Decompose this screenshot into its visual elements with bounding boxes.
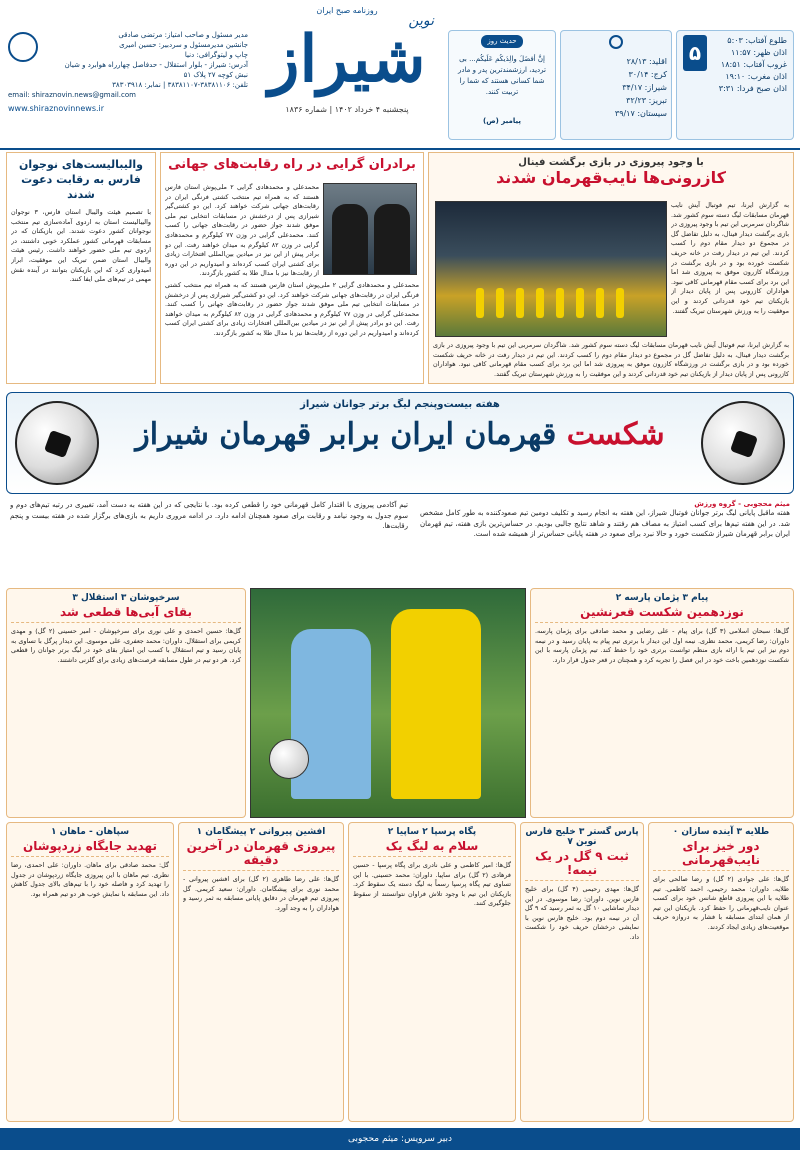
pub-line: آدرس: شیراز - بلوار استقلال - حدفاصل چهارراه هوابرد و شیان [64,61,248,69]
story-kazerun [428,152,794,384]
story-title: کازرونی‌ها نایب‌قهرمان شدند [496,168,726,187]
hadith-box [448,30,556,140]
pub-line: چاپ و لیتوگرافی: دنیا [184,51,248,59]
match-title: سلام به لیگ یک [353,839,511,857]
weather-box [560,30,672,140]
match-body: گل‌ها: حسین احمدی و علی نوری برای سرخپوشان - امیر حسینی (۲ گل) و مهدی کریمی برای استقلال. داوران: محمد جعفری، علی موسوی. این دیدار پرگل با تساوی به پایان رسید و تیم استقلال با کسب این امتیاز بقای خود در لیگ برتر جوانان را قطعی کرد. هر دو تیم در طول مسابقه فرصت‌های زیادی برای گلزنی داشتند. [11,627,241,664]
pub-line: جانشین مدیرمسئول و سردبیر: حسین امیری [119,41,248,49]
website-link[interactable]: www.shiraznovinnews.ir [8,104,105,113]
match-pars-gostar [520,822,644,1122]
match-title: تهدید جایگاه زردپوشان [11,839,169,857]
match-body: گل‌ها: علی رضا طاهری (۲ گل) برای افشین پیروانی - محمد نوری برای پیشگامان. داوران: سعید کریمی. گل پیروزی تیم قهرمان در دقایق پایانی مسابقه به ثمر رسید و هواداران را به وجد آورد. [183,875,339,912]
pub-email: email: shiraznovin.news@gmail.com [8,91,136,99]
match-talaye [648,822,794,1122]
logo-word: نوین [408,13,434,29]
match-score: سرخپوشان ۳ استقلال ۳ [72,593,180,603]
story-title: والیبالیست‌های نوجوان فارس به رقابت دعوت شدند [19,158,143,201]
pub-line: مدیر مسئول و صاحب امتیاز: مرتضی صادقی [118,31,248,39]
match-score: طلایه ۳ آینده سازان ۰ [672,827,770,837]
match-afshin [178,822,344,1122]
sunset-time: غروب آفتاب: ۱۸:۵۱ [720,60,787,69]
match-score: افشین پیروانی ۲ پیشگامان ۱ [196,827,326,837]
logo-tagline: روزنامه صبح ایران [316,6,378,15]
intro-text: تیم آکادمی پیروزی با اقتدار کامل قهرمانی خود را قطعی کرده بود. با نتایجی که در این هفته به دست آمد، تغییری در رتبه تیم‌های دوم و سوم جدول به وجود نیامد و رقابت برای صعود همچنان ادامه دارد. در ادامه مروری داریم به بازی‌های برگزار شده در هفته بیست و پنجم رقابت‌ها. [10,501,408,530]
match-payam [530,588,794,818]
sunrise-time: طلوع آفتاب: ۵:۰۳ [727,36,787,45]
masthead [0,0,800,150]
story-body-side: به گزارش ایرنا، تیم فوتبال آیش نایب قهرمان مسابقات لیگ دسته سوم کشور شد. شاگردان سرمربی این تیم با وجود پیروزی در بازی برگشت دیدار فینال، به دلیل تفاضل گل در مجموع دو دیدار مقام دوم را کسب کردند. این تیم در دیدار رفت در خانه حریف شکست خورده بود و در بازی برگشت در ورزشگاه کازرون موفق به پیروزی شد اما این برد برای کسب مقام قهرمانی کافی نبود. هواداران کازرونی پس از پایان دیدار از بازیکنان تیم خود قدردانی کردند و این موفقیت را به ورزش شهرستان تبریک گفتند. [671,201,789,315]
pub-line: نبش کوچه ۲۷ پلاک ۵۱ [183,71,248,79]
byline: میثم محجوبی - گروه ورزش [694,500,790,508]
match-title: دور خیز برای نایب‌قهرمانی [653,839,789,871]
date-number-icon: ۵ [683,35,707,71]
match-body: گل‌ها: سبحان اسلامی (۳ گل) برای پیام - علی رضایی و محمد صادقی برای پژمان پارسه. داوران: رضا کریمی، محمد نظری. نیمه اول این دیدار با برتری تیم پیام به پایان رسید و در نیمه دوم نیز این تیم با ارائه بازی منظم توانست برتری خود را حفظ کند. تیم پژمان پارسه با این شکست نوزدهمین باخت خود در این فصل را تجربه کرد و همچنان در قعر جدول قرار دارد. [535,627,789,664]
main-headline-banner [6,392,794,494]
players-photo [250,588,526,818]
match-body: گل‌ها: مهدی رحیمی (۴ گل) برای خلیج فارس نوین. داوران: رضا موسوی. در این دیدار تماشایی ۱۰ گل به ثمر رسید که ۹ گل آن در نیمه دوم بود. خلیج فارس نوین با نمایشی درخشان حریف خود را شکست داد. [525,885,639,941]
city-temp: شیراز: ۳۴/۱۷ [622,83,667,92]
match-body: گل: محمد صادقی برای ماهان. داوران: علی احمدی، رضا نظری. تیم ماهان با این پیروزی جایگاه زردپوشان در جدول را تهدید کرد و فاصله خود را با تیم‌های بالای جدول کاهش داد. این مسابقه با نمایش خوب هر دو تیم همراه بود. [11,861,169,898]
intro-text: هفته ماقبل پایانی لیگ برتر جوانان فوتبال شیراز، این هفته به انجام رسید و تکلیف دومین تیم صعودکننده به طور کامل مشخص شد. در این هفته تیم‌ها برای کسب امتیاز به مصاف هم رفتند و شاهد نتایج جالبی بودیم. در حساس‌ترین بازی هفته، تیم قهرمان ایران برابر قهرمان شیراز شکست خورد و حالا نبرد برای صعود در هفته پایانی حساس‌تر از همیشه شده است. [420,509,790,538]
story-kicker: با وجود پیروزی در بازی برگشت فینال [518,157,704,168]
match-score: سپاهان - ماهان ۱ [50,827,130,837]
pub-line: تلفن: ۳۸۳۸۱۱۰۶-۳۸۳۸۱۱۰۷ | نمابر: ۳۸۳۰۳۹۱۸ [112,81,248,89]
story-body: با تصمیم هیئت والیبال استان فارس، ۳ نوجوان والیبالیست استان به اردوی آماده‌سازی تیم منتخب نوجوانان کشور دعوت شدند. این بازیکنان که در مسابقات قهرمانی کشور عملکرد خوبی داشتند، در اردوی تیم ملی حضور خواهند داشت. رئیس هیئت والیبال استان ضمن تبریک این موفقیت، ابراز امیدواری کرد که این بازیکنان بتوانند در آینده نقش مهمی در تیم‌های ملی ایفا کنند. [11,208,151,284]
logo-name: شیراز [268,22,426,97]
match-title: ثبت ۹ گل در یک نیمه! [525,849,639,881]
publisher-info [8,30,248,140]
match-title: نوزدهمین شکست قعرنشین [535,605,789,623]
hadith-source: پیامبر (ص) [483,117,521,125]
match-score: پیام ۳ پژمان پارسه ۲ [615,593,709,603]
city-temp: تبریز: ۳۲/۲۳ [626,96,667,105]
match-sepahan [6,822,174,1122]
story-body: به گزارش ایرنا، تیم فوتبال آیش نایب قهرمان مسابقات لیگ دسته سوم کشور شد. شاگردان سرمربی این تیم با وجود پیروزی در بازی برگشت دیدار فینال، به دلیل تفاضل گل در مجموع دو دیدار مقام دوم را کسب کردند. این تیم در دیدار رفت در خانه حریف شکست خورده بود و در بازی برگشت در ورزشگاه کازرون موفق به پیروزی شد اما این برد برای کسب مقام قهرمانی کافی نبود. هواداران کازرونی پس از پایان دیدار از بازیکنان تیم خود قدردانی کردند و این موفقیت را به ورزش شهرستان تبریک گفتند. [433,341,789,378]
match-score: پگاه پرسپا ۲ ساپیا ۲ [387,827,477,837]
story-volleyball [6,152,156,384]
intro-right [416,496,794,584]
match-title: پیروزی قهرمان در آخرین دقیقه [183,839,339,871]
story-garaei-brothers [160,152,424,384]
city-temp: اقلید: ۲۸/۱۳ [626,57,667,66]
sun-cloud-icon [609,35,623,49]
headline-red-word: شکست [566,417,665,452]
seal-icon [8,32,38,62]
prayer-times-box [676,30,794,140]
city-temp: سیستان: ۳۹/۱۷ [614,109,667,118]
match-title: بقای آبی‌ها قطعی شد [11,605,241,623]
match-body: گل‌ها: علی جوادی (۲ گل) و رضا صالحی برای طلایه. داوران: محمد رحیمی، احمد کاظمی. تیم طلایه با این پیروزی قاطع شانس خود برای کسب عنوان نایب‌قهرمانی را حفظ کرد. بازیکنان این تیم از همان ابتدای مسابقه با فشار به دروازه حریف موقعیت‌های زیادی ایجاد کردند. [653,875,789,931]
footer-editor: دبیر سرویس: میثم محجوبی [0,1128,800,1150]
main-headline [7,417,793,452]
team-photo [435,201,667,337]
headline-rest: قهرمان ایران برابر قهرمان شیراز [135,417,567,452]
noon-time: اذان ظهر: ۱۱:۵۷ [730,48,787,57]
brothers-photo [323,183,417,275]
story-body-side: محمدعلی و محمدهادی گرایی ۲ ملی‌پوش استان فارس هستند که به همراه تیم منتخب کشتی فرنگی ایران در رقابت‌های جهانی شرکت خواهند کرد. این دو کشتی‌گیر شیرازی پس از درخشش در مسابقات انتخابی تیم ملی موفق شدند جواز حضور در رقابت‌های جهانی را کسب کنند. محمدعلی گرایی در وزن ۷۷ کیلوگرم و محمدهادی گرایی در وزن ۸۲ کیلوگرم به میدان خواهند رفت. این دو برادر پیش از این نیز در میادین بین‌المللی افتخارات زیادی برای کشتی ایران کسب کرده‌اند و امیدواریم در این دوره از رقابت‌ها نیز با مدال طلا به کشور بازگردند. [165,183,319,277]
intro-left [6,496,412,584]
story-body: محمدعلی و محمدهادی گرایی ۲ ملی‌پوش استان فارس هستند که به همراه تیم منتخب کشتی فرنگی ایران در رقابت‌های جهانی شرکت خواهند کرد. این دو کشتی‌گیر شیرازی پس از درخشش در مسابقات انتخابی تیم ملی موفق شدند جواز حضور در رقابت‌های جهانی را کسب کنند. محمدعلی گرایی در وزن ۷۷ کیلوگرم و محمدهادی گرایی در وزن ۸۲ کیلوگرم به میدان خواهند رفت. این دو برادر پیش از این نیز در میادین بین‌المللی افتخارات زیادی برای کشتی ایران کسب کرده‌اند و امیدواریم در این دوره از رقابت‌ها نیز با مدال طلا به کشور بازگردند. [165,281,419,337]
newspaper-logo [252,6,442,146]
headline-kicker: هفته بیست‌وپنجم لیگ برتر جوانان شیراز [300,399,500,410]
story-title: برادران گرایی در راه رقابت‌های جهانی [168,157,416,172]
issue-date: پنجشنبه ۴ خرداد ۱۴۰۲ | شماره ۱۸۳۶ [285,105,409,114]
match-sorkhpooshan [6,588,246,818]
maghrib-time: اذان مغرب: ۱۹:۱۰ [725,72,787,81]
hadith-tag: حدیث روز [481,35,522,48]
city-temp: کرج: ۳۰/۱۴ [628,70,667,79]
hadith-text: إنَّ أفضَلَ والِدَیکُم عَلَیکُم... بی تردید، ارزشمندترین پدر و مادر شما کسانی هستند که شما را تربیت کنند. [458,55,546,96]
match-body: گل‌ها: امیر کاظمی و علی نادری برای پگاه پرسپا - حسین فرهادی (۲ گل) برای ساپیا. داوران: محمد حسینی. با این تساوی تیم پگاه پرسپا رسماً به لیگ دسته یک سقوط کرد. بازیکنان این تیم با وجود تلاش فراوان نتوانستند از سقوط جلوگیری کنند. [353,861,511,908]
fajr-time: اذان صبح فردا: ۳:۳۱ [718,84,787,93]
match-pegah [348,822,516,1122]
match-score: پارس گستر ۳ خلیج فارس نوین ۷ [525,827,639,847]
